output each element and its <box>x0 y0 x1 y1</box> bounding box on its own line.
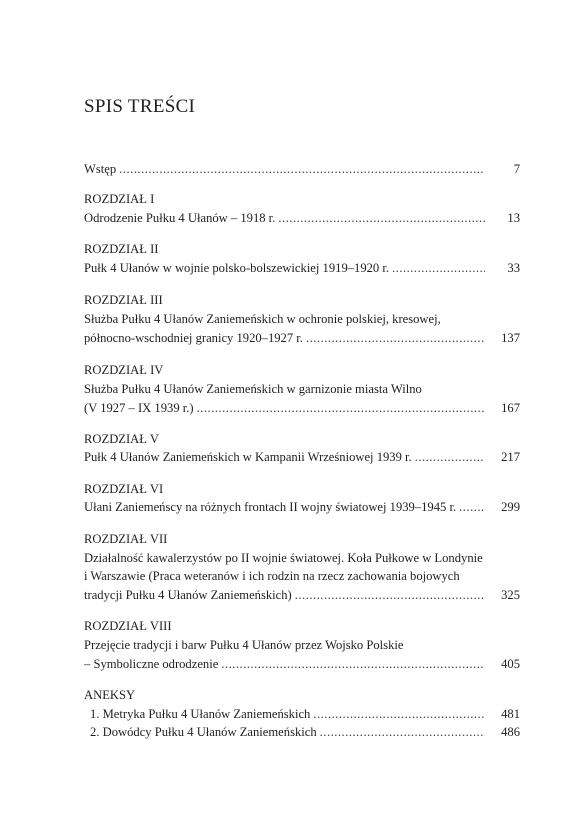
toc-entry-chapter-7[interactable] <box>84 586 520 604</box>
annex-heading: ANEKSY <box>84 688 136 702</box>
toc-entry-line: i Warszawie (Praca weteranów i ich rodzin na rzecz zachowania bojowych <box>84 569 460 583</box>
page-number: 481 <box>501 707 520 721</box>
annex-item-1[interactable] <box>84 705 520 723</box>
toc-entry-text: 1. Metryka Pułku 4 Ułanów Zaniemeńskich <box>90 707 311 721</box>
page-number: 217 <box>501 450 520 464</box>
annex-item-2[interactable] <box>84 723 520 741</box>
leader-dots <box>313 705 485 723</box>
toc-entry-text: 2. Dowódcy Pułku 4 Ułanów Zaniemeńskich <box>90 725 317 739</box>
toc-entry-line: Służba Pułku 4 Ułanów Zaniemeńskich w garnizonie miasta Wilno <box>84 382 422 396</box>
chapter-heading: ROZDZIAŁ IV <box>84 363 164 377</box>
toc-entry-chapter-1[interactable] <box>84 209 520 227</box>
toc-entry-text: (V 1927 – IX 1939 r.) <box>84 401 194 415</box>
toc-entry-text: Ułani Zaniemeńscy na różnych frontach II wojny światowej 1939–1945 r. <box>84 500 457 514</box>
toc-entry-text: Odrodzenie Pułku 4 Ułanów – 1918 r. <box>84 211 276 225</box>
toc-entry-line: Służba Pułku 4 Ułanów Zaniemeńskich w ochronie polskiej, kresowej, <box>84 312 441 326</box>
leader-dots <box>197 399 485 417</box>
page-number: 486 <box>501 725 520 739</box>
toc-entry-text: Pułk 4 Ułanów w wojnie polsko-bolszewickiej 1919–1920 r. <box>84 261 390 275</box>
toc-entry-text: tradycji Pułku 4 Ułanów Zaniemeńskich) <box>84 588 292 602</box>
page-number: 137 <box>501 331 520 345</box>
toc-entry-line: Przejęcie tradycji i barw Pułku 4 Ułanów przez Wojsko Polskie <box>84 638 404 652</box>
chapter-heading: ROZDZIAŁ VII <box>84 532 168 546</box>
page-number: 299 <box>501 500 520 514</box>
chapter-heading: ROZDZIAŁ III <box>84 293 163 307</box>
toc-entry-text: – Symboliczne odrodzenie <box>84 657 219 671</box>
chapter-heading: ROZDZIAŁ VIII <box>84 619 172 633</box>
toc-entry-chapter-2[interactable] <box>84 259 520 277</box>
page-number: 405 <box>501 657 520 671</box>
toc-entry-text: Wstęp <box>84 162 117 176</box>
toc-entry-line: Działalność kawalerzystów po II wojnie światowej. Koła Pułkowe w Londynie <box>84 551 483 565</box>
leader-dots <box>415 448 485 466</box>
page-title: SPIS TREŚCI <box>84 96 196 117</box>
chapter-heading: ROZDZIAŁ I <box>84 192 155 206</box>
page-number: 325 <box>501 588 520 602</box>
leader-dots <box>119 160 485 178</box>
chapter-heading: ROZDZIAŁ V <box>84 432 159 446</box>
page-number: 167 <box>501 401 520 415</box>
chapter-heading: ROZDZIAŁ II <box>84 242 159 256</box>
toc-entry-chapter-5[interactable] <box>84 448 520 466</box>
toc-entry-text: północno-wschodniej granicy 1920–1927 r. <box>84 331 303 345</box>
toc-entry-wstep[interactable] <box>84 160 520 178</box>
page-number: 7 <box>513 162 520 176</box>
leader-dots <box>320 723 485 741</box>
toc-entry-chapter-6[interactable] <box>84 498 520 516</box>
leader-dots <box>221 655 485 673</box>
leader-dots <box>392 259 485 277</box>
page-number: 13 <box>507 211 520 225</box>
toc-entry-text: Pułk 4 Ułanów Zaniemeńskich w Kampanii Wrześniowej 1939 r. <box>84 450 412 464</box>
chapter-heading: ROZDZIAŁ VI <box>84 482 164 496</box>
toc-entry-chapter-3[interactable] <box>84 329 520 347</box>
leader-dots <box>459 498 485 516</box>
leader-dots <box>278 209 485 227</box>
toc-entry-chapter-4[interactable] <box>84 399 520 417</box>
leader-dots <box>306 329 485 347</box>
leader-dots <box>295 586 485 604</box>
page-number: 33 <box>507 261 520 275</box>
toc-entry-chapter-8[interactable] <box>84 655 520 673</box>
